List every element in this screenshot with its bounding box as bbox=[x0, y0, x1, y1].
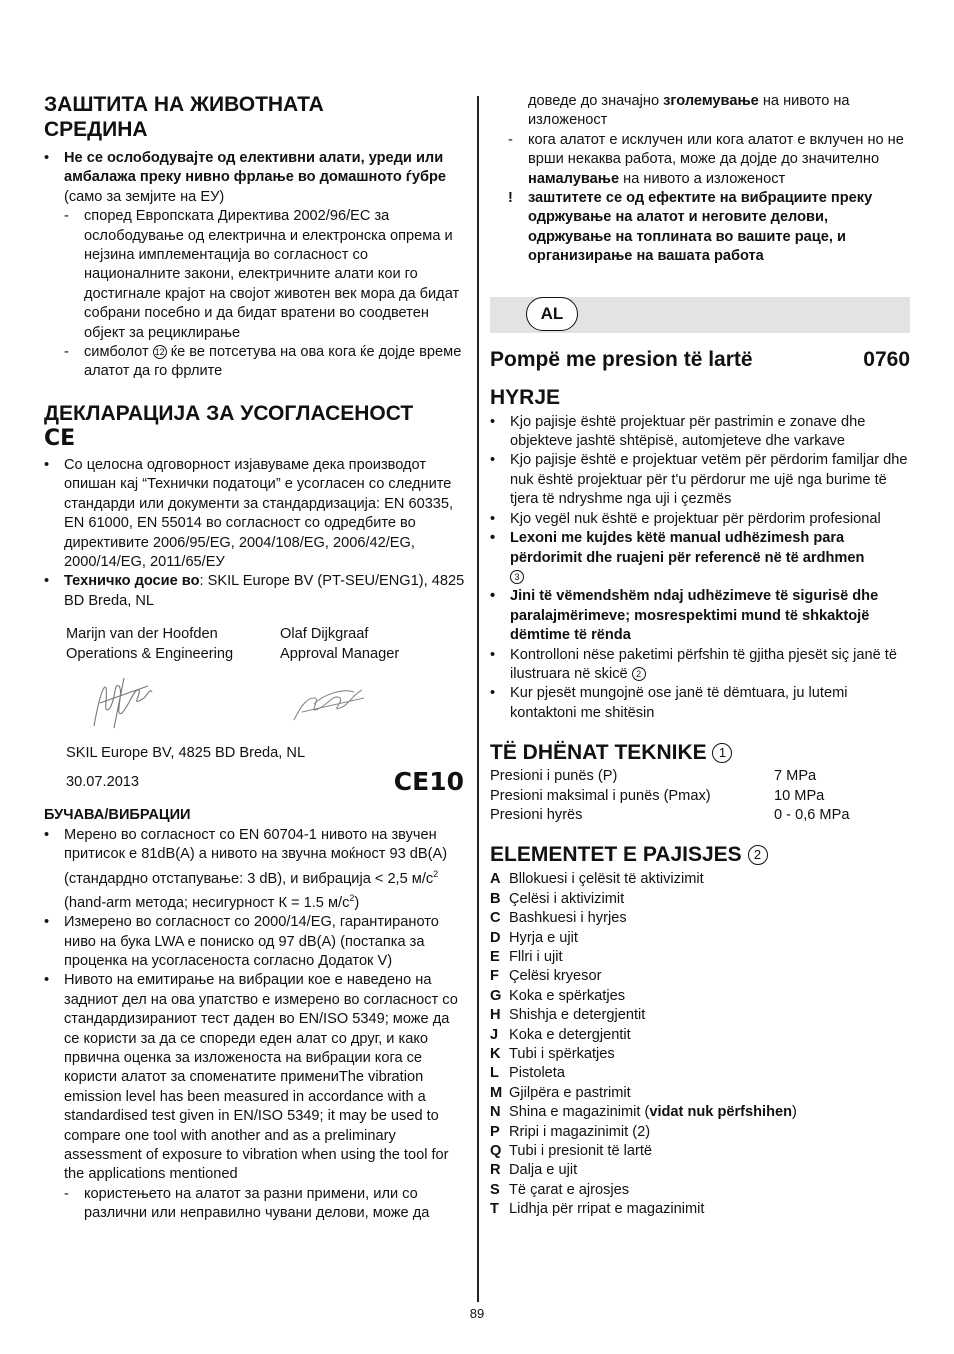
part-text: Bashkuesi i hyrjes bbox=[509, 910, 627, 927]
declaration-list bbox=[44, 456, 468, 611]
part-letter: A bbox=[490, 871, 501, 888]
part-text: Çelësi kryesor bbox=[509, 968, 602, 985]
part-text: Të çarat e ajrosjes bbox=[509, 1181, 630, 1198]
part-text: Koka e spërkatjes bbox=[509, 987, 626, 1004]
part-text: Tubi i presionit të lartë bbox=[509, 1143, 653, 1160]
list-item bbox=[490, 510, 910, 529]
list-item bbox=[44, 149, 468, 382]
part-letter: B bbox=[490, 890, 501, 907]
column-divider bbox=[477, 96, 479, 1302]
part-item bbox=[490, 1084, 910, 1103]
product-title: Pompë me presion të lartë bbox=[490, 347, 753, 371]
product-title-row bbox=[490, 347, 910, 372]
part-item bbox=[490, 1200, 910, 1219]
spec-row bbox=[490, 806, 910, 825]
signatory-name: Marijn van der Hoofden bbox=[66, 626, 218, 643]
env-section-title: ЗАШТИТА НА ЖИВОТНАТА СРЕДИНА bbox=[44, 93, 324, 141]
part-letter: N bbox=[490, 1104, 501, 1121]
declaration-date: 30.07.2013 bbox=[66, 774, 140, 791]
declaration-section-title bbox=[44, 401, 468, 451]
signatory-role: Approval Manager bbox=[280, 645, 400, 662]
list-item bbox=[490, 529, 910, 587]
part-letter: C bbox=[490, 910, 501, 927]
env-list bbox=[44, 149, 468, 382]
continued-text-part: доведе до значајно bbox=[528, 93, 664, 109]
noise-section-title: БУЧАВА/ВИБРАЦИИ bbox=[44, 807, 191, 824]
part-text: Hyrja e ujit bbox=[509, 929, 578, 946]
part-letter: Q bbox=[490, 1143, 502, 1160]
noise-text: ) bbox=[354, 894, 360, 911]
part-item bbox=[490, 967, 910, 986]
signatories bbox=[66, 625, 468, 664]
part-letter: K bbox=[490, 1046, 501, 1063]
superscript: 2 bbox=[433, 868, 439, 879]
list-item bbox=[64, 207, 468, 343]
part-text: ) bbox=[792, 1104, 797, 1121]
part-letter: L bbox=[490, 1065, 499, 1082]
figure-ref-badge: 3 bbox=[510, 570, 524, 584]
part-text: Lidhja për rripat e magazinimit bbox=[509, 1201, 705, 1218]
part-item bbox=[490, 929, 910, 948]
part-item bbox=[490, 1123, 910, 1142]
dash-text: кога алатот е исклучен или кога алатот е вклучен но не врши некаква работа, може да дојде до значително bbox=[528, 131, 904, 168]
intro-text-bold: Lexoni me kujdes këtë manual udhëzimesh para përdorimit dhe ruajeni për referencë në të ardhmen bbox=[510, 530, 865, 566]
intro-text: Kjo vegël nuk është e projektuar për përdorim profesional bbox=[510, 510, 881, 527]
signatory-role: Operations & Engineering bbox=[66, 645, 234, 662]
noise-text: (hand-arm метода; несигурност К = 1.5 м/с bbox=[64, 894, 350, 911]
env-dash-text: ќе ве потсетува на ова кога ќе дојде време алатот да го фрлите bbox=[84, 344, 462, 380]
part-item bbox=[490, 870, 910, 889]
intro-section-title: HYRJE bbox=[490, 385, 561, 409]
vibration-dash-list bbox=[490, 131, 910, 189]
part-letter: F bbox=[490, 968, 499, 985]
figure-ref-badge: 1 bbox=[712, 743, 732, 763]
signatures bbox=[44, 668, 468, 738]
spec-label: Presioni maksimal i punës (Pmax) bbox=[490, 787, 711, 804]
part-letter: J bbox=[490, 1026, 499, 1043]
part-letter: T bbox=[490, 1201, 499, 1218]
warning-note bbox=[490, 189, 910, 267]
intro-list bbox=[490, 413, 910, 724]
list-item bbox=[44, 913, 468, 971]
spec-value: 0 - 0,6 MPa bbox=[774, 806, 850, 823]
superscript: 2 bbox=[349, 892, 355, 903]
page-number: 89 bbox=[469, 1306, 485, 1321]
list-item bbox=[44, 971, 468, 1223]
spec-row bbox=[490, 787, 910, 806]
part-letter: P bbox=[490, 1123, 500, 1140]
signatory-name: Olaf Dijkgraaf bbox=[280, 626, 369, 643]
part-text: Bllokuesi i çelësit të aktivizimit bbox=[509, 871, 704, 888]
part-letter: H bbox=[490, 1007, 501, 1024]
parts-title-text: ELEMENTET E PAJISJES bbox=[490, 843, 742, 867]
part-item bbox=[490, 1045, 910, 1064]
handwritten-signatures bbox=[44, 668, 468, 738]
part-text: Pistoleta bbox=[509, 1065, 565, 1082]
language-bar bbox=[490, 297, 910, 333]
part-item bbox=[490, 1161, 910, 1180]
parts-section-title bbox=[490, 842, 910, 867]
part-item bbox=[490, 909, 910, 928]
part-item bbox=[490, 1181, 910, 1200]
intro-text: Kjo pajisje është projektuar për pastrimin e zonave dhe objekteve jashtë shtëpisë, automjeteve dhe varkave bbox=[510, 413, 866, 450]
intro-text: Kontrolloni nëse paketimi përfshin të gjitha pjesët siç janë të ilustruara në skicë bbox=[510, 646, 897, 682]
list-item bbox=[490, 684, 910, 723]
part-letter: R bbox=[490, 1162, 501, 1179]
spec-table bbox=[490, 767, 910, 825]
ce10-mark-icon: CE10 bbox=[393, 767, 464, 797]
part-item bbox=[490, 948, 910, 967]
env-bullet-bold: Не се ослободувајте од елективни алати, уреди или амбалажа преку нивно фрлање во домашното ѓубре bbox=[64, 150, 447, 186]
spec-value: 7 MPa bbox=[774, 768, 817, 785]
list-item bbox=[44, 826, 468, 913]
list-item bbox=[490, 451, 910, 509]
env-dash-text: според Европската Директива 2002/96/ЕС за ослободување од електрична и електронска опрема и нејзина имплементација во согласност со националните закони, електричните алати кои го достигнале крајот на својот животен век мора да бидат собрани посебно и да бидат вратени во соодветен објект за рециклирање bbox=[84, 208, 460, 341]
part-item bbox=[490, 1142, 910, 1161]
noise-text: Нивото на емитирање на вибрации кое е наведено на задниот дел на ова упатство е измерено во согласност со стандардизираниот тест даден во EN/ISO 5349; може да се користи за да се спореди еден алат со друг, и како првична оценка за изложеноста на вибрации кога се користи алатот за споменатите примениThe vibration emission level has been measured in accordance with a standardised test given in EN/ISO 5349; it may be used to compare one tool with another and as a preliminary assessment of exposure to vibration when using the tool for the applications mentioned bbox=[64, 972, 458, 1183]
part-letter: S bbox=[490, 1181, 500, 1198]
figure-ref-badge: 12 bbox=[154, 347, 165, 358]
part-text: Rripi i magazinimit (2) bbox=[509, 1123, 651, 1140]
dash-text: на нивото а изложеност bbox=[619, 170, 786, 187]
noise-list bbox=[44, 826, 468, 1224]
noise-dash-text: користењето на алатот за разни примени, или со различни или неправилно чувани делови, може да bbox=[84, 1185, 430, 1222]
list-item bbox=[44, 456, 468, 572]
part-item bbox=[490, 987, 910, 1006]
part-text: Koka e detergjentit bbox=[509, 1026, 631, 1043]
tech-file-address: : SKIL Europe BV (PT-SEU/ENG1), 4825 BD Breda, NL bbox=[64, 573, 465, 609]
part-letter: M bbox=[490, 1084, 503, 1101]
part-text: Tubi i spërkatjes bbox=[509, 1046, 615, 1063]
list-item bbox=[64, 1185, 468, 1224]
spec-value: 10 MPa bbox=[774, 787, 825, 804]
part-item bbox=[490, 1026, 910, 1045]
list-item bbox=[490, 413, 910, 452]
continued-text bbox=[490, 92, 910, 131]
part-letter: G bbox=[490, 987, 502, 1004]
part-text: Fllri i ujit bbox=[509, 949, 563, 965]
right-column bbox=[490, 92, 910, 1220]
list-item bbox=[490, 646, 910, 685]
spec-label: Presioni hyrës bbox=[490, 806, 583, 823]
part-text: Gjilpëra e pastrimit bbox=[509, 1084, 631, 1101]
company-address: SKIL Europe BV, 4825 BD Breda, NL bbox=[66, 744, 306, 761]
left-column bbox=[44, 92, 468, 1224]
intro-text-bold: Jini të vëmendshëm ndaj udhëzimeve të sigurisë dhe paralajmërimeve; mosrespektimi mund të shkaktojë dëmtime të rënda bbox=[510, 588, 879, 644]
part-letter: D bbox=[490, 929, 501, 946]
intro-text: Kjo pajisje është e projektuar vetëm për përdorim familjar dhe nuk është projektuar për t'u përdorur me ujë nga burime të tjera të ndryshme nga uji i çezmës bbox=[510, 452, 908, 508]
env-dash-text: симболот bbox=[84, 344, 153, 361]
language-badge: AL bbox=[526, 297, 578, 331]
part-item bbox=[490, 1006, 910, 1025]
part-item bbox=[490, 1064, 910, 1083]
continued-text-bold: зголемување bbox=[663, 93, 759, 109]
part-text: Dalja e ujit bbox=[509, 1162, 578, 1179]
ce-mark-icon: CE bbox=[44, 425, 76, 451]
product-code: 0760 bbox=[863, 347, 910, 371]
figure-ref-badge: 2 bbox=[748, 845, 768, 865]
continued-text-part: на нивото на изложеност bbox=[528, 93, 850, 129]
list-item bbox=[490, 587, 910, 645]
part-text: Shishja e detergjentit bbox=[509, 1007, 646, 1024]
declaration-text: Со целосна одговорност изјавуваме дека производот опишан кај “Технички податоци” е усогласен со следните стандарди или документи за стандардизација: EN 60335, EN 61000, EN 55014 во согласност со одредбите во директивите 2006/95/EG, 2004/108/EG, 2006/42/EG, 2000/14/EG, 2011/65/ЕУ bbox=[64, 456, 454, 570]
part-letter: E bbox=[490, 949, 500, 965]
spec-label: Presioni i punës (P) bbox=[490, 768, 618, 785]
list-item bbox=[64, 343, 468, 382]
part-text-bold: vidat nuk përfshihen bbox=[649, 1104, 793, 1121]
list-item bbox=[508, 131, 910, 189]
figure-ref-badge: 2 bbox=[632, 667, 646, 681]
part-text: Shina e magazinimit ( bbox=[509, 1104, 650, 1121]
parts-list bbox=[490, 870, 910, 1219]
tech-data-title-text: TË DHËNAT TEKNIKE bbox=[490, 741, 707, 765]
intro-text: Kur pjesët mungojnë ose janë të dëmtuara, ju lutemi kontaktoni me shitësin bbox=[510, 685, 848, 721]
list-item bbox=[44, 572, 468, 611]
tech-data-section-title bbox=[490, 740, 910, 765]
part-item bbox=[490, 890, 910, 909]
warning-text: заштитете се од ефектите на вибрациите преку одржување на алатот и неговите делови, одржување на топлината во вашите раце, и организирање на вашата работа bbox=[528, 190, 873, 265]
env-bullet-rest: (само за земјите на ЕУ) bbox=[64, 188, 225, 205]
declaration-title-text: ДЕКЛАРАЦИЈА ЗА УСОГЛАСЕНОСТ bbox=[44, 401, 414, 425]
noise-text: Мерено во согласност со EN 60704-1 нивото на звучен притисок е 81dB(A) а нивото на звучна моќност 93 dB(A) (стандардно отстапување: 3 dB), и вибрација < 2,5 м/с bbox=[64, 826, 448, 887]
part-text: Çelësi i aktivizimit bbox=[509, 890, 625, 907]
spec-row bbox=[490, 767, 910, 786]
warning-icon: ! bbox=[508, 190, 513, 207]
part-item bbox=[490, 1103, 910, 1122]
dash-text-bold: намалување bbox=[528, 170, 620, 187]
tech-file-label: Техничко досие во bbox=[64, 573, 200, 590]
noise-text: Измерено во согласност со 2000/14/EG, гарантираното ниво на бука LWA е пониско од 97 dB(A) (постапка за проценка на усогласеноста согласно Додаток V) bbox=[64, 914, 439, 969]
